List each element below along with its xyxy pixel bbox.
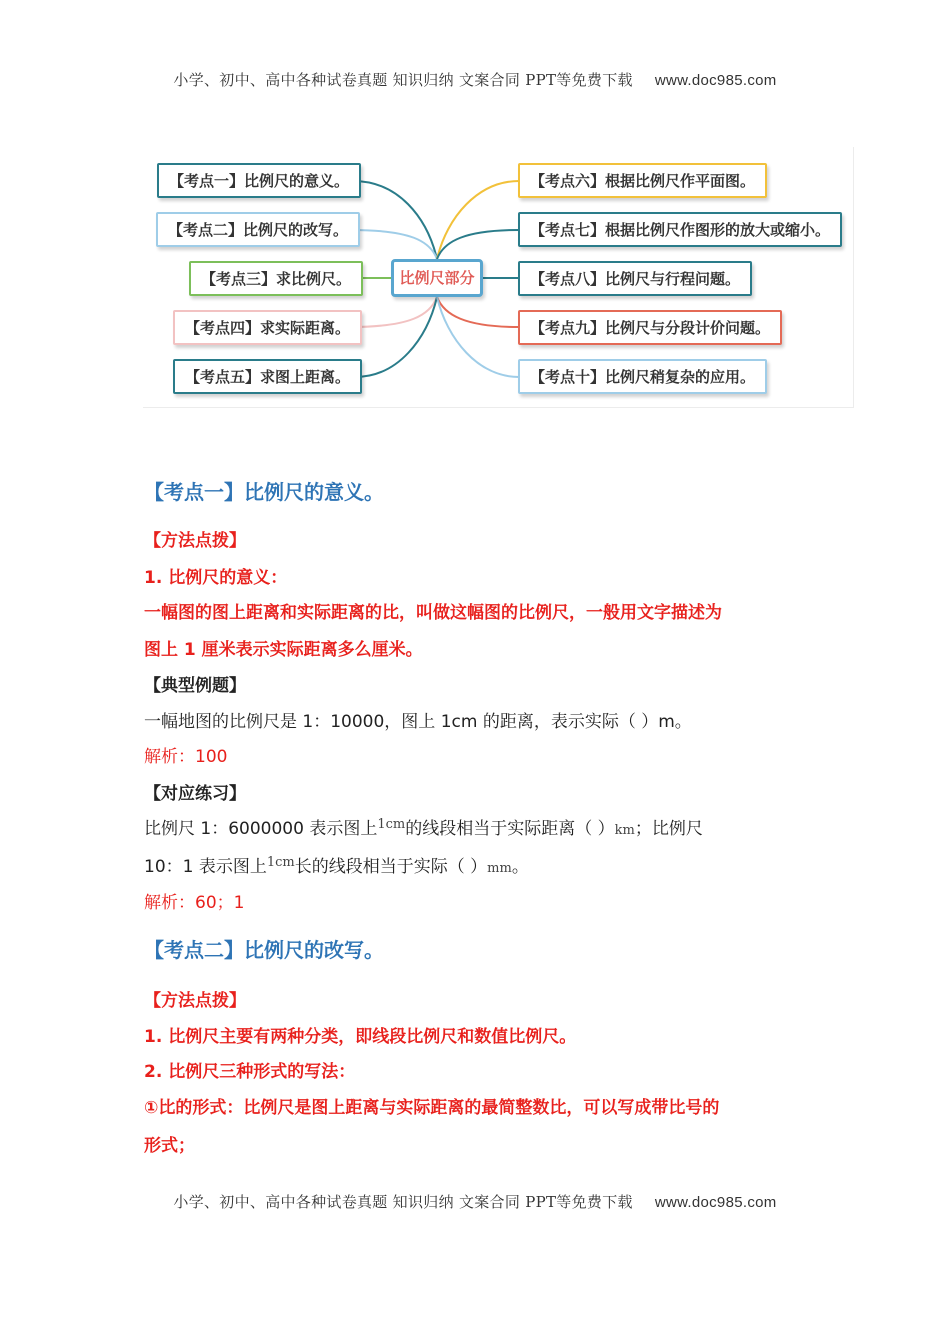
section1-practice-answer: 解析：60；1 bbox=[144, 893, 245, 913]
connector-left-4 bbox=[350, 297, 437, 327]
practice-l2-unit-mm: mm bbox=[487, 861, 512, 876]
practice-l1-part-b: 的线段相当于实际距离（ ） bbox=[405, 819, 615, 839]
section1-point1: 1. 比例尺的意义： bbox=[144, 568, 288, 588]
practice-l2-part-a: 10：1 表示图上 bbox=[144, 857, 267, 877]
mind-node-left-3: 【考点三】求比例尺。 bbox=[189, 261, 363, 296]
header-text: 小学、初中、高中各种试卷真题 知识归纳 文案合同 PPT等免费下载 bbox=[173, 71, 633, 89]
connector-left-1 bbox=[353, 181, 437, 259]
mind-map-center: 比例尺部分 bbox=[391, 259, 483, 297]
section1-definition-line1: 一幅图的图上距离和实际距离的比，叫做这幅图的比例尺，一般用文字描述为 bbox=[144, 603, 722, 623]
section2-point2: 2. 比例尺三种形式的写法： bbox=[144, 1062, 356, 1082]
mind-node-right-1: 【考点六】根据比例尺作平面图。 bbox=[518, 163, 767, 198]
mind-node-right-5: 【考点十】比例尺稍复杂的应用。 bbox=[518, 359, 767, 394]
practice-l1-unit-cm: 1cm bbox=[377, 817, 406, 832]
section2-title: 【考点二】比例尺的改写。 bbox=[144, 938, 384, 962]
connector-right-4 bbox=[437, 297, 519, 327]
section1-title: 【考点一】比例尺的意义。 bbox=[144, 480, 384, 504]
connector-right-5 bbox=[437, 297, 519, 377]
practice-l2-unit-cm: 1cm bbox=[266, 855, 295, 870]
section1-method-label: 【方法点拨】 bbox=[144, 531, 246, 551]
mind-node-left-2: 【考点二】比例尺的改写。 bbox=[156, 212, 360, 247]
section2-form1-line2: 形式； bbox=[144, 1136, 195, 1156]
footer-text: 小学、初中、高中各种试卷真题 知识归纳 文案合同 PPT等免费下载 bbox=[173, 1193, 633, 1211]
mind-map bbox=[143, 147, 854, 408]
section1-practice-label: 【对应练习】 bbox=[144, 784, 246, 804]
mind-node-left-1: 【考点一】比例尺的意义。 bbox=[157, 163, 361, 198]
practice-l1-part-a: 比例尺 1：6000000 表示图上 bbox=[144, 819, 378, 839]
page-header bbox=[0, 69, 950, 90]
mind-node-right-4: 【考点九】比例尺与分段计价问题。 bbox=[518, 310, 782, 345]
section2-point1: 1. 比例尺主要有两种分类，即线段比例尺和数值比例尺。 bbox=[144, 1027, 577, 1047]
connector-right-1 bbox=[437, 181, 519, 259]
practice-l2-part-b: 长的线段相当于实际（ ） bbox=[294, 857, 488, 877]
practice-l1-unit-km: km bbox=[614, 823, 635, 838]
section2-method-label: 【方法点拨】 bbox=[144, 991, 246, 1011]
section1-example-label: 【典型例题】 bbox=[144, 676, 246, 696]
connector-right-2 bbox=[437, 230, 519, 259]
section1-practice-line1 bbox=[144, 817, 703, 843]
section2-form1-line1: ①比的形式：比例尺是图上距离与实际距离的最简整数比，可以写成带比号的 bbox=[144, 1098, 720, 1118]
section1-practice-line2 bbox=[144, 855, 529, 881]
mind-node-right-2: 【考点七】根据比例尺作图形的放大或缩小。 bbox=[518, 212, 842, 247]
footer-url[interactable]: www.doc985.com bbox=[654, 1194, 777, 1211]
page-footer bbox=[0, 1191, 950, 1212]
mind-node-left-4: 【考点四】求实际距离。 bbox=[173, 310, 362, 345]
header-url[interactable]: www.doc985.com bbox=[654, 72, 777, 89]
section1-example-answer: 解析：100 bbox=[144, 747, 228, 767]
mind-node-left-5: 【考点五】求图上距离。 bbox=[173, 359, 362, 394]
connector-left-2 bbox=[351, 230, 437, 259]
practice-l2-part-c: 。 bbox=[511, 857, 529, 877]
section1-definition-line2: 图上 1 厘米表示实际距离多么厘米。 bbox=[144, 640, 423, 660]
practice-l1-part-c: ；比例尺 bbox=[634, 819, 703, 839]
mind-node-right-3: 【考点八】比例尺与行程问题。 bbox=[518, 261, 752, 296]
section1-example: 一幅地图的比例尺是 1：10000，图上 1cm 的距离，表示实际（ ）m。 bbox=[144, 712, 692, 732]
connector-left-5 bbox=[355, 297, 437, 377]
